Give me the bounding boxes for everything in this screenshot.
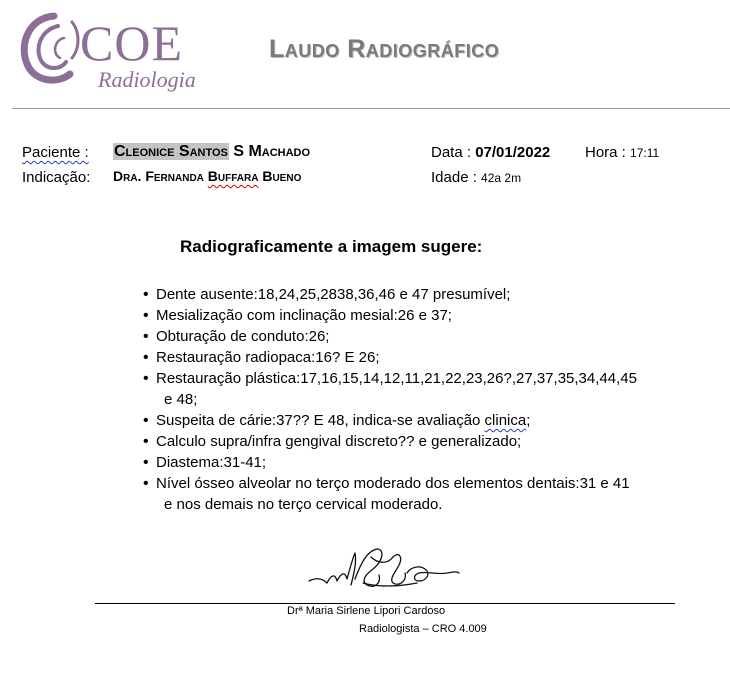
patient-name-rest: S Machado (228, 143, 311, 160)
finding-item (143, 305, 688, 326)
doctor-underlined-word: Buffara (207, 168, 259, 184)
finding-item (143, 347, 688, 368)
finding-text: Restauração radiopaca:16? E 26; (156, 349, 380, 366)
finding-text: Restauração plástica:17,16,15,14,12,11,21,22,23,26?,27,37,35,34,44,45 (156, 370, 637, 387)
date-field (431, 145, 550, 160)
patient-name (113, 144, 310, 160)
age-field (431, 170, 521, 185)
findings-list (143, 284, 688, 515)
findings-heading: Radiograficamente a imagem sugere: (180, 237, 483, 256)
finding-item (143, 431, 688, 452)
finding-text-end: ; (526, 412, 531, 429)
finding-item (143, 368, 688, 410)
finding-continuation: e nos demais no terço cervical moderado. (164, 496, 443, 513)
finding-item (143, 284, 688, 305)
finding-spellcheck-word: clinica (484, 412, 527, 429)
patient-name-highlight: Cleonice Santos (114, 143, 228, 160)
signer-role: Radiologista – CRO 4.009 (359, 623, 487, 635)
time-label: Hora : (585, 144, 631, 161)
date-value: 07/01/2022 (475, 144, 551, 161)
finding-text: Diastema:31-41; (156, 454, 267, 471)
finding-text: Mesialização com inclinação mesial:26 e 37; (156, 307, 452, 324)
doctor-prefix: Dra. Fernanda (113, 168, 208, 184)
patient-label: Paciente : (22, 144, 89, 161)
finding-item (143, 452, 688, 473)
age-value: 42a 2m (481, 171, 522, 185)
header-divider (12, 108, 730, 109)
finding-continuation: e 48; (164, 391, 198, 408)
finding-text: Nível ósseo alveolar no terço moderado dos elementos dentais:31 e 41 (156, 475, 630, 492)
finding-item (143, 473, 688, 515)
signature-line (95, 603, 675, 604)
finding-item (143, 326, 688, 347)
doctor-suffix: Bueno (258, 168, 302, 184)
finding-text: Calculo supra/infra gengival discreto?? e generalizado; (156, 433, 522, 450)
logo-subtitle: Radiologia (98, 67, 196, 92)
finding-text: Obturação de conduto:26; (156, 328, 330, 345)
time-field (585, 145, 659, 160)
logo-brand-text: COE (80, 15, 183, 71)
date-label: Data : (431, 144, 476, 161)
report-title: Laudo Radiográfico (269, 35, 500, 63)
indication-label: Indicação: (22, 169, 91, 186)
referring-doctor (113, 169, 301, 183)
finding-text: Suspeita de cárie:37?? E 48, indica-se avaliação (156, 412, 485, 429)
finding-item (143, 410, 688, 431)
handwritten-signature (307, 543, 462, 593)
age-label: Idade : (431, 169, 482, 186)
finding-text: Dente ausente:18,24,25,2838,36,46 e 47 presumível; (156, 286, 511, 303)
time-value: 17:11 (630, 146, 660, 160)
signer-name: Drª Maria Sirlene Lipori Cardoso (287, 605, 446, 617)
